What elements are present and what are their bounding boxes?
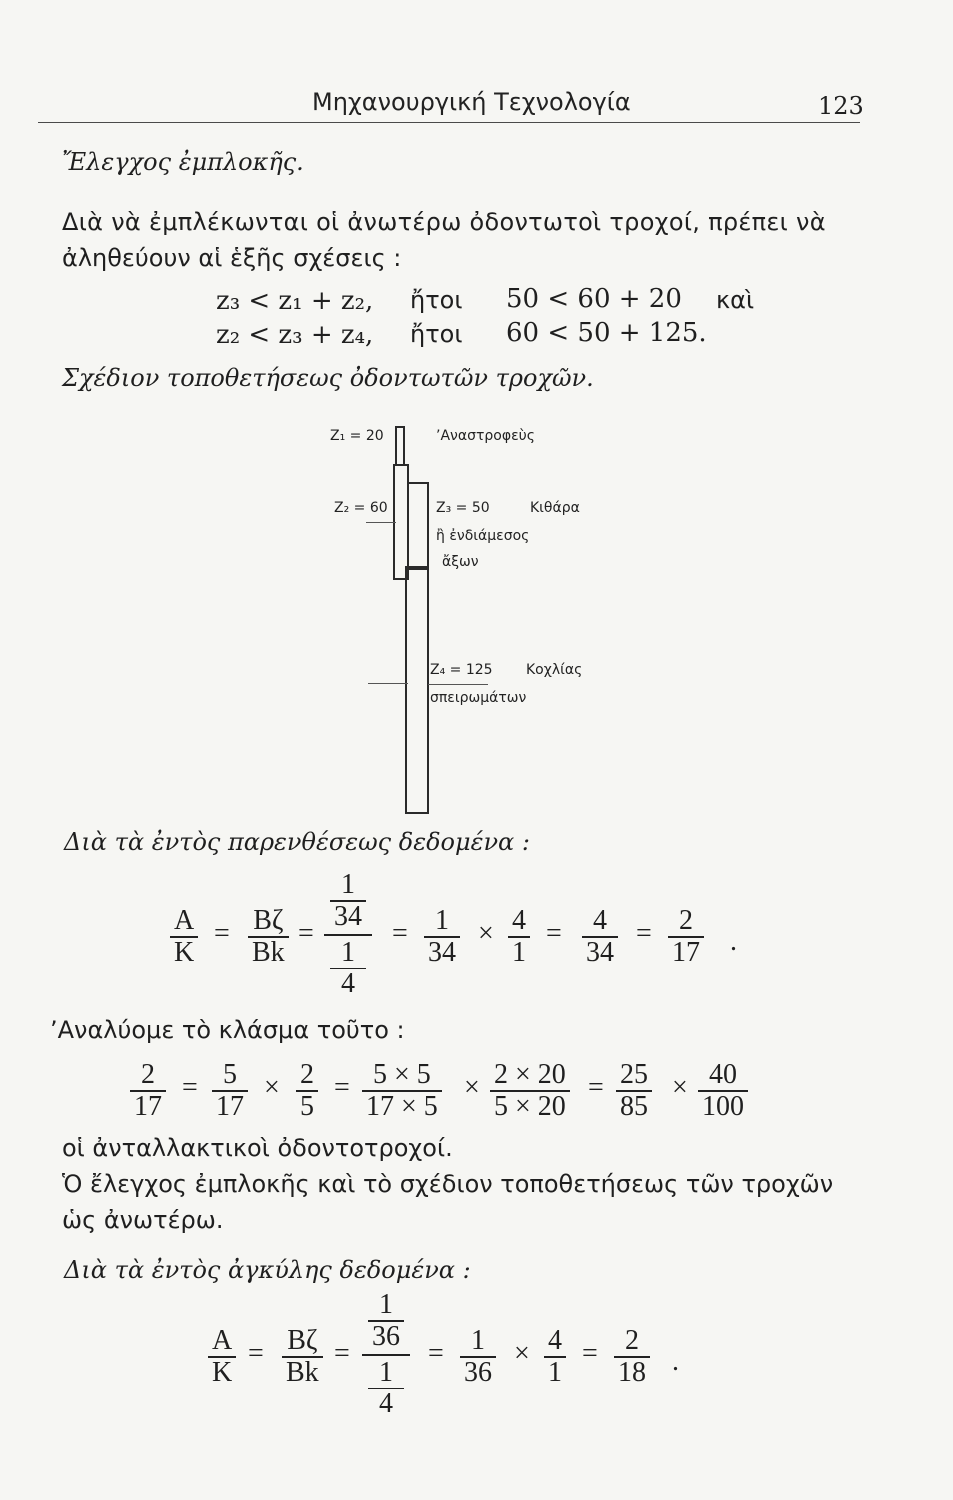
denominator: 18 — [618, 1356, 646, 1388]
inner-numerator: 1 — [341, 936, 355, 968]
z4-desc-1: Κοχλίας — [526, 662, 583, 678]
inner-numerator: 1 — [379, 1356, 393, 1388]
z4-desc-2: σπειρωμάτων — [430, 690, 527, 706]
times-sign: × — [514, 1338, 530, 1369]
denominator: 17 — [134, 1090, 162, 1122]
equals-sign: = — [248, 1338, 264, 1369]
diagram-heading: Σχέδιον τοποθετήσεως ὀδοντωτῶν τροχῶν. — [62, 364, 594, 392]
equals-sign: = — [636, 918, 652, 949]
fraction — [544, 1326, 566, 1388]
numerator: A — [212, 1325, 233, 1356]
equals-sign: = — [334, 1338, 350, 1369]
numerator: 4 — [548, 1325, 562, 1356]
relation-1-word: ἤτοι — [410, 286, 463, 314]
compound-fraction — [368, 1290, 404, 1419]
fraction — [490, 1060, 570, 1122]
inner-denominator: 34 — [334, 900, 362, 932]
inner-denominator: 4 — [341, 968, 355, 999]
equals-sign: = — [588, 1072, 604, 1103]
times-sign: × — [464, 1072, 480, 1103]
gear-z4-box — [405, 566, 429, 814]
denominator: 36 — [464, 1356, 492, 1388]
numerator: 1 — [435, 905, 449, 936]
gear-z3-box — [407, 482, 429, 570]
numerator: 25 — [620, 1059, 648, 1090]
inner-numerator: 1 — [341, 869, 355, 900]
z3-desc-1: Κιθάρα — [530, 500, 580, 516]
fraction — [614, 1326, 650, 1388]
gear-z1-box — [395, 426, 405, 466]
z1-label: Z₁ = 20 — [330, 428, 384, 444]
section-heading-parenthesis: Διὰ τὰ ἐντὸς παρενθέσεως δεδομένα : — [64, 828, 530, 856]
relation-1-left: z₃ < z₁ + z₂, — [216, 286, 374, 316]
relation-2-left: z₂ < z₃ + z₄, — [216, 320, 374, 350]
z2-label: Z₂ = 60 — [334, 500, 388, 516]
fraction — [130, 1060, 166, 1122]
equals-sign: = — [298, 918, 314, 949]
equals-sign: = — [582, 1338, 598, 1369]
times-sign: × — [672, 1072, 688, 1103]
relation-2-right: 60 < 50 + 125. — [506, 318, 707, 348]
equals-sign: = — [428, 1338, 444, 1369]
fraction — [212, 1060, 248, 1122]
inner-denominator: 4 — [379, 1388, 393, 1419]
times-sign: × — [478, 918, 494, 949]
paragraph-line: ὡς ἀνωτέρω. — [62, 1206, 224, 1234]
z4-leader — [368, 683, 408, 684]
fraction — [508, 906, 530, 968]
denominator: Bk — [286, 1356, 319, 1388]
running-title: Μηχανουργική Τεχνολογία — [312, 88, 631, 116]
fraction — [424, 906, 460, 968]
times-sign: × — [264, 1072, 280, 1103]
numerator: 2 — [141, 1059, 155, 1090]
numerator: 2 — [625, 1325, 639, 1356]
fraction-a-k — [208, 1326, 236, 1388]
denominator: 17 — [672, 936, 700, 968]
paragraph-line: οἱ ἀνταλλακτικοὶ ὀδοντοτροχοί. — [62, 1134, 453, 1162]
denominator: K — [212, 1356, 233, 1388]
numerator: Bζ — [253, 905, 284, 936]
denominator: K — [174, 936, 195, 968]
denominator: 5 — [300, 1090, 314, 1122]
numerator: 2 — [679, 905, 693, 936]
denominator: Bk — [252, 936, 285, 968]
equals-sign: = — [546, 918, 562, 949]
period: . — [730, 926, 737, 957]
numerator: 2 × 20 — [494, 1059, 566, 1090]
numerator: 4 — [593, 905, 607, 936]
equals-sign: = — [182, 1072, 198, 1103]
fraction — [296, 1060, 318, 1122]
paragraph-line: Διὰ νὰ ἐμπλέκωνται οἱ ἀνωτέρω ὀδοντωτοὶ τροχοί, πρέπει νὰ — [62, 208, 826, 236]
analysis-line: ’Αναλύομε τὸ κλάσμα τοῦτο : — [50, 1016, 405, 1044]
denominator: 100 — [702, 1090, 744, 1122]
z3-desc-2: ἢ ἐνδιάμεσος — [436, 528, 530, 544]
relation-2-word: ἤτοι — [410, 320, 463, 348]
fraction-bz-bk — [248, 906, 289, 968]
denominator: 17 — [216, 1090, 244, 1122]
denominator: 34 — [428, 936, 456, 968]
equals-sign: = — [334, 1072, 350, 1103]
denominator: 1 — [548, 1356, 562, 1388]
denominator: 1 — [512, 936, 526, 968]
z2-leader — [366, 522, 396, 523]
z3-desc-3: ἄξων — [442, 554, 479, 570]
numerator: 5 × 5 — [373, 1059, 431, 1090]
paragraph-line: Ὁ ἔλεγχος ἐμπλοκῆς καὶ τὸ σχέδιον τοποθετήσεως τῶν τροχῶν — [62, 1170, 834, 1198]
relation-1-right: 50 < 60 + 20 — [506, 284, 682, 314]
numerator: Bζ — [287, 1325, 318, 1356]
fraction — [582, 906, 618, 968]
denominator: 85 — [620, 1090, 648, 1122]
relation-1-end: καὶ — [716, 286, 755, 314]
fraction — [698, 1060, 748, 1122]
equals-sign: = — [392, 918, 408, 949]
fraction — [362, 1060, 442, 1122]
numerator: 5 — [223, 1059, 237, 1090]
inner-denominator: 36 — [372, 1320, 400, 1352]
header-rule — [38, 122, 860, 123]
reverser-label: ’Αναστροφεὺς — [436, 428, 535, 444]
page-number: 123 — [818, 92, 864, 120]
fraction-bz-bk — [282, 1326, 323, 1388]
numerator: 2 — [300, 1059, 314, 1090]
numerator: 40 — [709, 1059, 737, 1090]
fraction — [668, 906, 704, 968]
denominator: 17 × 5 — [366, 1090, 438, 1122]
inner-numerator: 1 — [379, 1289, 393, 1320]
denominator: 5 × 20 — [494, 1090, 566, 1122]
section-heading-check: Ἔλεγχος ἐμπλοκῆς. — [62, 148, 304, 176]
paragraph-line: ἀληθεύουν αἱ ἑξῆς σχέσεις : — [62, 244, 402, 272]
compound-fraction — [330, 870, 366, 999]
z4-desc-leader — [428, 684, 488, 685]
numerator: A — [174, 905, 195, 936]
section-heading-bracket: Διὰ τὰ ἐντὸς ἀγκύλης δεδομένα : — [64, 1256, 471, 1284]
numerator: 1 — [471, 1325, 485, 1356]
fraction — [460, 1326, 496, 1388]
z3-label: Z₃ = 50 — [436, 500, 490, 516]
numerator: 4 — [512, 905, 526, 936]
period: . — [672, 1346, 679, 1377]
z4-label: Z₄ = 125 — [430, 662, 493, 678]
fraction-a-k — [170, 906, 198, 968]
fraction — [616, 1060, 652, 1122]
equals-sign: = — [214, 918, 230, 949]
denominator: 34 — [586, 936, 614, 968]
